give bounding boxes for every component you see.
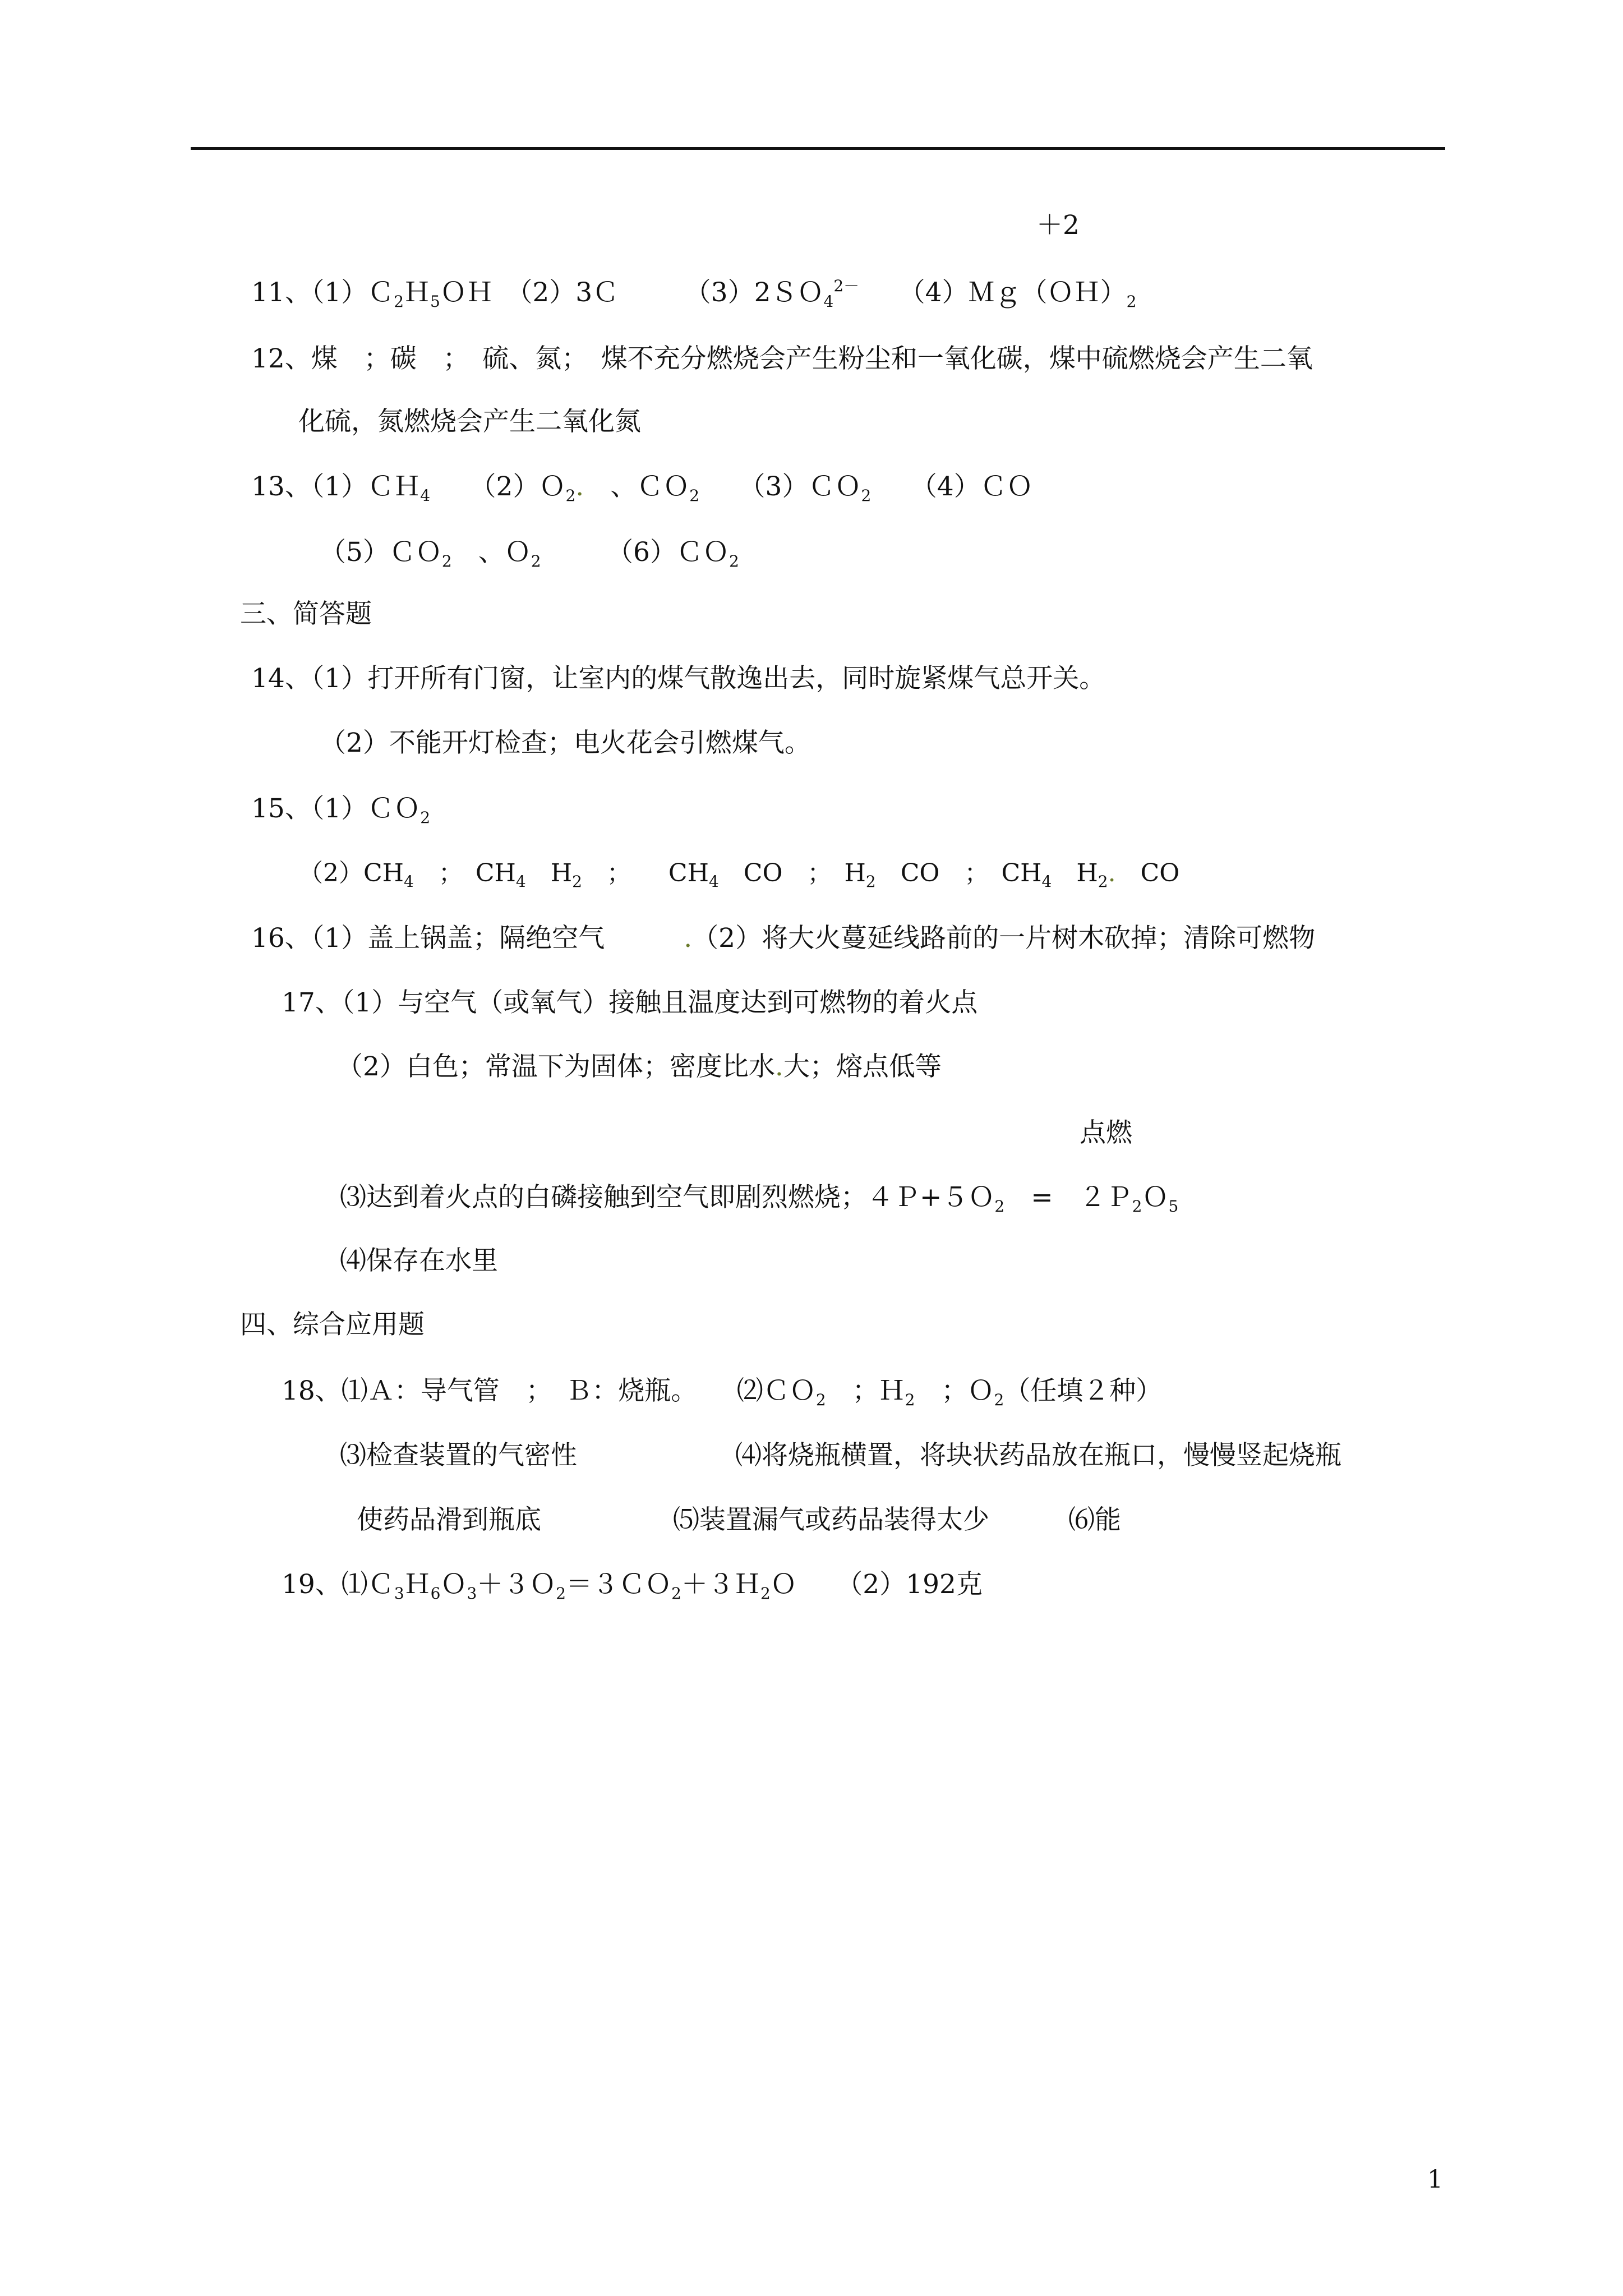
answer-18-line-2: ⑶检查装置的气密性 ⑷将烧瓶横置，将块状药品放在瓶口，慢慢竖起烧瓶 — [340, 1440, 1341, 1471]
answer-12-line-2: 化硫，氮燃烧会产生二氧化氮 — [298, 406, 641, 437]
answer-19: 19、⑴Ｃ$_3$Ｈ$_6$Ｏ$_3$＋３Ｏ$_2$＝３ＣＯ$_2$＋３Ｈ$_2$Ｏ （2）192克 — [282, 1569, 983, 1603]
section-3-heading: 三、简答题 — [240, 599, 372, 629]
answer-11: 11、（1）Ｃ$_2$Ｈ$_5$ＯＨ （2）3Ｃ （3）2ＳＯ$_4^{2-}$ $(4)Mg(OH)_2$ — [251, 277, 1137, 311]
header-rule — [191, 147, 1445, 150]
answer-18-line-1: 18、⑴Ａ：导气管 ； Ｂ：烧瓶。 ⑵ＣＯ$_2$ ；Ｈ$_2$ ；Ｏ$_2$（任填２种） — [282, 1375, 1163, 1409]
valence-mark: ＋2 — [1036, 210, 1080, 241]
answer-17-line-3: ⑶达到着火点的白磷接触到空气即剧烈燃烧；４Ｐ+５Ｏ$_2$ = ２Ｐ$_2$Ｏ$_5$ — [340, 1182, 1179, 1216]
page-number: 1 — [1427, 2165, 1443, 2194]
answer-16: 16、（1）盖上锅盖；隔绝空气 .（2）将大火蔓延线路前的一片树木砍掉；清除可燃物 — [251, 923, 1316, 954]
answer-12-line-1: 12、煤 ；碳 ； 硫、氮； 煤不充分燃烧会产生粉尘和一氧化碳，煤中硫燃烧会产生二氧 — [251, 343, 1313, 374]
ignite-condition: 点燃 — [1080, 1117, 1132, 1148]
answer-17-line-4: ⑷保存在水里 — [340, 1245, 498, 1276]
answer-15-line-1: 15、（1）ＣＯ$_2$ — [251, 793, 431, 827]
answer-18-line-3: 使药品滑到瓶底 ⑸装置漏气或药品装得太少 ⑹能 — [357, 1504, 1121, 1535]
answer-17-line-2: （2）白色；常温下为固体；密度比水.大；熔点低等 — [336, 1051, 942, 1082]
answer-17-line-1: 17、（1）与空气（或氧气）接触且温度达到可燃物的着火点 — [282, 987, 978, 1018]
answer-13-line-2: （5）ＣＯ$_2$ 、Ｏ$_2$ （6）ＣＯ$_2$ — [320, 537, 739, 570]
answer-15-line-2: $(2)CH_4$ ； $CH_4$ $H_2$ ； $CH_4$ CO ； $H_2$ CO ； $CH_4$ $H_2$. CO — [298, 859, 1180, 891]
section-4-heading: 四、综合应用题 — [240, 1309, 425, 1340]
answer-14-line-2: （2）不能开灯检查；电火花会引燃煤气。 — [320, 728, 811, 758]
answer-14-line-1: 14、（1）打开所有门窗，让室内的煤气散逸出去，同时旋紧煤气总开关。 — [251, 663, 1106, 694]
answer-13-line-1: 13、（1）ＣＨ$_4$ （2）Ｏ$_2$. 、ＣＯ$_2$ （3）ＣＯ$_2$ （4）ＣＯ — [251, 471, 1033, 505]
